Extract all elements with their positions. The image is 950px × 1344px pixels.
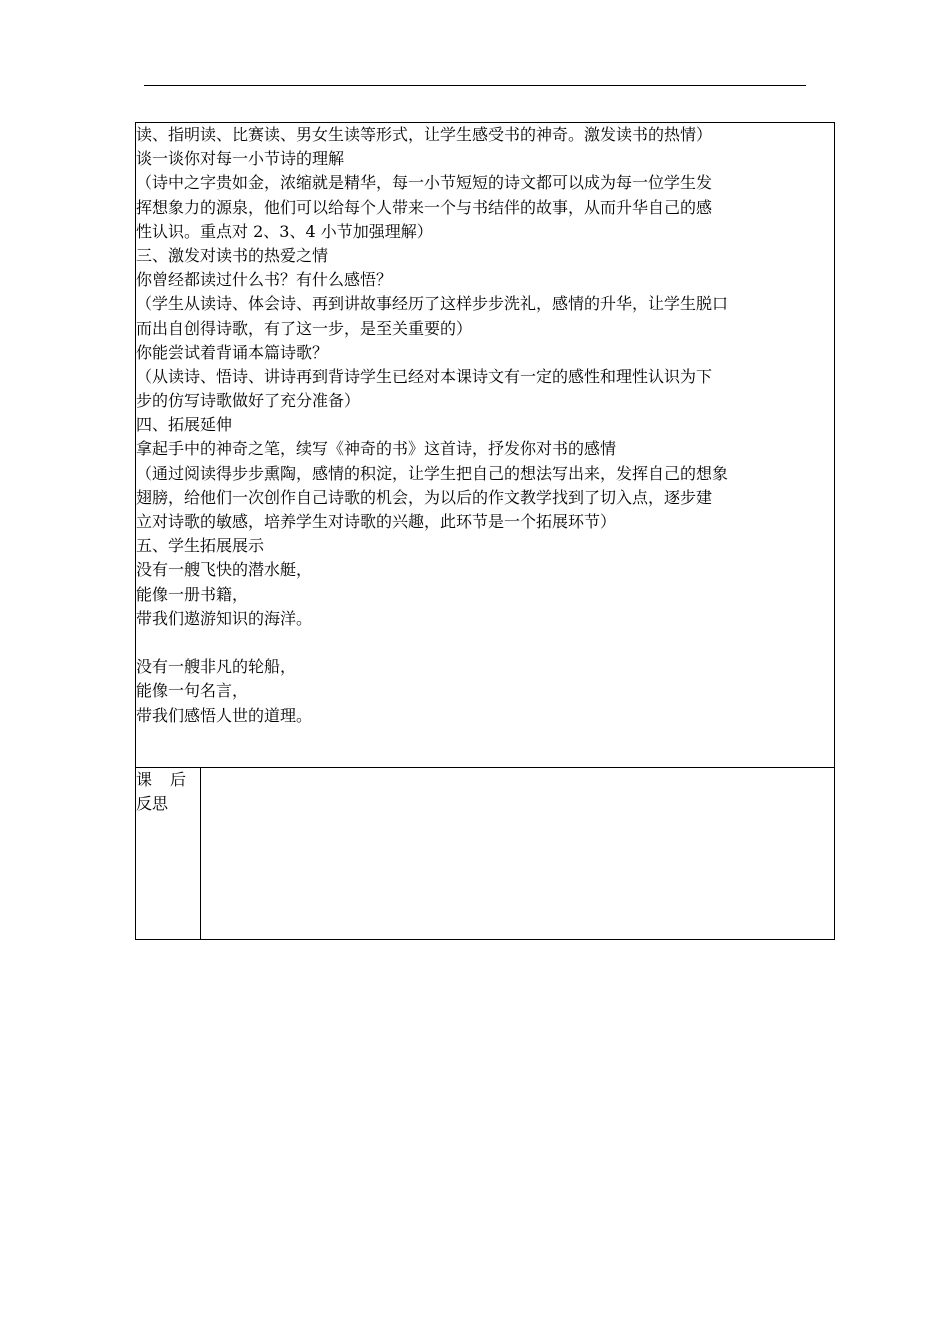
text-line: 翅膀，给他们一次创作自己诗歌的机会，为以后的作文教学找到了切入点，逐步建 [136,487,713,507]
reflection-content-cell [201,768,835,940]
lesson-content-row [136,123,835,768]
poem-line: 带我们感悟人世的道理。 [136,705,313,725]
text-line: 你曾经都读过什么书？有什么感悟？ [136,270,393,290]
reflection-row [136,768,835,940]
text-line: （从读诗、悟诗、讲诗再到背诗学生已经对本课诗文有一定的感性和理性认识为下 [136,366,713,386]
text-line: （通过阅读得步步熏陶，感情的积淀，让学生把自己的想法写出来，发挥自己的想象 [136,463,729,483]
section-heading: 三、激发对读书的热爱之情 [136,245,329,265]
text-line: 你能尝试着背诵本篇诗歌？ [136,342,329,362]
text-line: 挥想象力的源泉，他们可以给每个人带来一个与书结伴的故事，从而升华自己的感 [136,197,713,217]
text-line: （学生从读诗、体会诗、再到讲故事经历了这样步步洗礼，感情的升华，让学生脱口 [136,294,729,314]
reflection-label-line-2: 反思 [136,794,169,813]
poem-line: 能像一句名言， [136,681,249,701]
lesson-content-cell [136,123,835,768]
reflection-label-cell [136,768,205,940]
section-heading: 四、拓展延伸 [136,415,233,435]
text-line: 立对诗歌的敏感，培养学生对诗歌的兴趣，此环节是一个拓展环节） [136,512,617,531]
text-line: 拿起手中的神奇之笔，续写《神奇的书》这首诗，抒发你对书的感情 [136,439,617,459]
text-line: （诗中之字贵如金，浓缩就是精华，每一小节短短的诗文都可以成为每一位学生发 [136,173,713,193]
poem-line: 没有一艘飞快的潜水艇， [136,560,313,580]
poem-line: 没有一艘非凡的轮船， [136,657,297,677]
poem-line: 带我们遨游知识的海洋。 [136,608,313,628]
blank-line [136,631,834,655]
poem-line: 能像一册书籍， [136,584,249,604]
text-line: 而出自创得诗歌，有了这一步，是至关重要的） [136,318,473,338]
lesson-plan-table [135,122,835,940]
text-line: 谈一谈你对每一小节诗的理解 [136,149,345,169]
section-heading: 五、学生拓展展示 [136,536,265,556]
text-line: 步的仿写诗歌做好了充分准备） [136,391,361,411]
text-line: 读、指明读、比赛读、男女生读等形式，让学生感受书的神奇。激发读书的热情） [136,125,713,144]
reflection-label-line-1: 课后 [136,770,205,789]
text-line: 性认识。重点对 2、3、4 小节加强理解） [136,221,433,241]
header-rule [144,85,806,86]
